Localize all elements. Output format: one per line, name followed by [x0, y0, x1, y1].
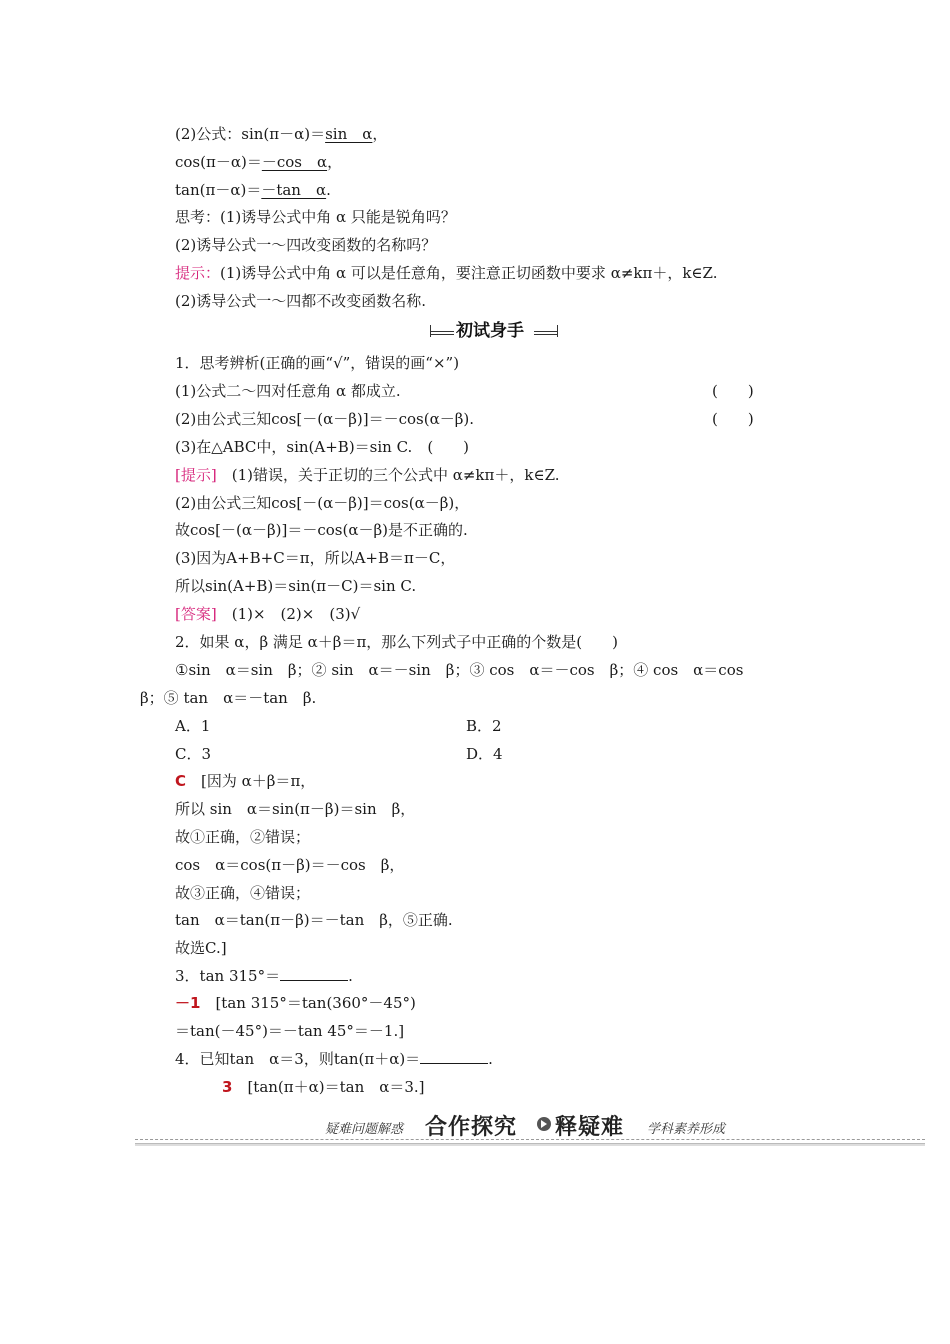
- solution-2-line-2: 所以 sin α＝sin(π－β)＝sin β，: [175, 800, 416, 818]
- question-1-item-1: (1)公式二～四对任意角 α 都成立.: [175, 382, 401, 400]
- hint-1-line-1: [提示] (1)错误，关于正切的三个公式中 α≠kπ＋，k∈Z.: [175, 466, 560, 484]
- answer-2-letter: C: [175, 772, 187, 790]
- solution-2-line-5: 故③正确，④错误；: [175, 884, 311, 902]
- option-a: A．1: [175, 717, 211, 735]
- section-header-title: 初试身手: [456, 321, 524, 341]
- section-header-try: [430, 320, 558, 344]
- answer-1-line: [答案] (1)× (2)× (3)√: [175, 605, 361, 623]
- question-1: 1．思考辨析(正确的画“√”，错误的画“×”): [175, 354, 460, 372]
- answer-paren-1: ( ): [712, 382, 754, 400]
- solution-2-line-7: 故选C.]: [175, 939, 227, 957]
- solution-3-line-1: －1 [tan 315°＝tan(360°－45°): [175, 994, 416, 1012]
- hint-1-line-4: (3)因为A+B+C＝π，所以A+B＝π－C，: [175, 549, 456, 567]
- question-1-item-3: (3)在△ABC中，sin(A+B)＝sin C. ( ): [175, 438, 470, 456]
- option-b: B．2: [466, 717, 502, 735]
- blank-4: [420, 1049, 488, 1064]
- hint-label: 提示：: [175, 264, 221, 282]
- section-banner: [135, 1112, 925, 1146]
- banner-right-text: 学科素养形成: [647, 1122, 726, 1137]
- answer-3-value: －1: [175, 994, 201, 1012]
- question-2: 2．如果 α，β 满足 α＋β＝π，那么下列式子中正确的个数是( ): [175, 633, 619, 651]
- think-question-2: (2)诱导公式一～四改变函数的名称吗？: [175, 236, 437, 254]
- answer-tag: [答案]: [175, 605, 217, 623]
- solution-2-line-1: C [因为 α＋β＝π，: [175, 772, 316, 790]
- option-c: C．3: [175, 745, 212, 763]
- formula-sin-line: (2)公式：sin(π－α)＝sin α，: [175, 125, 388, 143]
- answer-4-value: 3: [222, 1078, 233, 1096]
- solution-2-line-3: 故①正确，②错误；: [175, 828, 311, 846]
- question-1-item-2: (2)由公式三知cos[－(α－β)]＝－cos(α－β).: [175, 410, 474, 428]
- hint-line-2: (2)诱导公式一～四都不改变函数名称.: [175, 292, 427, 310]
- option-d: D．4: [466, 745, 503, 763]
- hint-1-line-3: 故cos[－(α－β)]＝－cos(α－β)是不正确的.: [175, 521, 468, 539]
- hint-line-1: 提示：(1)诱导公式中角 α 可以是任意角，要注意正切函数中要求 α≠kπ＋，k∈Z.: [175, 264, 718, 282]
- hint-1-line-5: 所以sin(A+B)＝sin(π－C)＝sin C.: [175, 577, 417, 595]
- solution-4-line: 3 [tan(π＋α)＝tan α＝3.]: [222, 1078, 425, 1096]
- question-2-statements: ①sin α＝sin β；② sin α＝－sin β；③ cos α＝－cos β；④ cos α＝cos: [175, 661, 744, 679]
- banner-title-1: 合作探究: [425, 1115, 518, 1140]
- hint-1-line-2: (2)由公式三知cos[－(α－β)]＝cos(α－β)，: [175, 494, 470, 512]
- formula-cos-line: cos(π－α)＝－cos α，: [175, 153, 343, 171]
- banner-left-text: 疑难问题解惑: [325, 1122, 404, 1137]
- arrow-right-icon: [537, 1117, 551, 1131]
- answer-paren-2: ( ): [712, 410, 754, 428]
- question-2-statements-cont: β；⑤ tan α＝－tan β.: [140, 689, 317, 707]
- formula-tan-line: tan(π－α)＝－tan α.: [175, 181, 331, 199]
- solution-2-line-4: cos α＝cos(π－β)＝－cos β，: [175, 856, 405, 874]
- hint-tag: [提示]: [175, 466, 217, 484]
- banner-title-2: 释疑难: [555, 1115, 625, 1140]
- think-question-1: 思考：(1)诱导公式中角 α 只能是锐角吗？: [175, 208, 456, 226]
- question-4: 4．已知tan α＝3，则tan(π＋α)＝ .: [175, 1050, 493, 1068]
- question-3: 3．tan 315°＝ .: [175, 967, 353, 985]
- blank-3: [280, 966, 348, 981]
- solution-3-line-2: ＝tan(－45°)＝－tan 45°＝－1.]: [175, 1022, 405, 1040]
- solution-2-line-6: tan α＝tan(π－β)＝－tan β，⑤正确.: [175, 911, 453, 929]
